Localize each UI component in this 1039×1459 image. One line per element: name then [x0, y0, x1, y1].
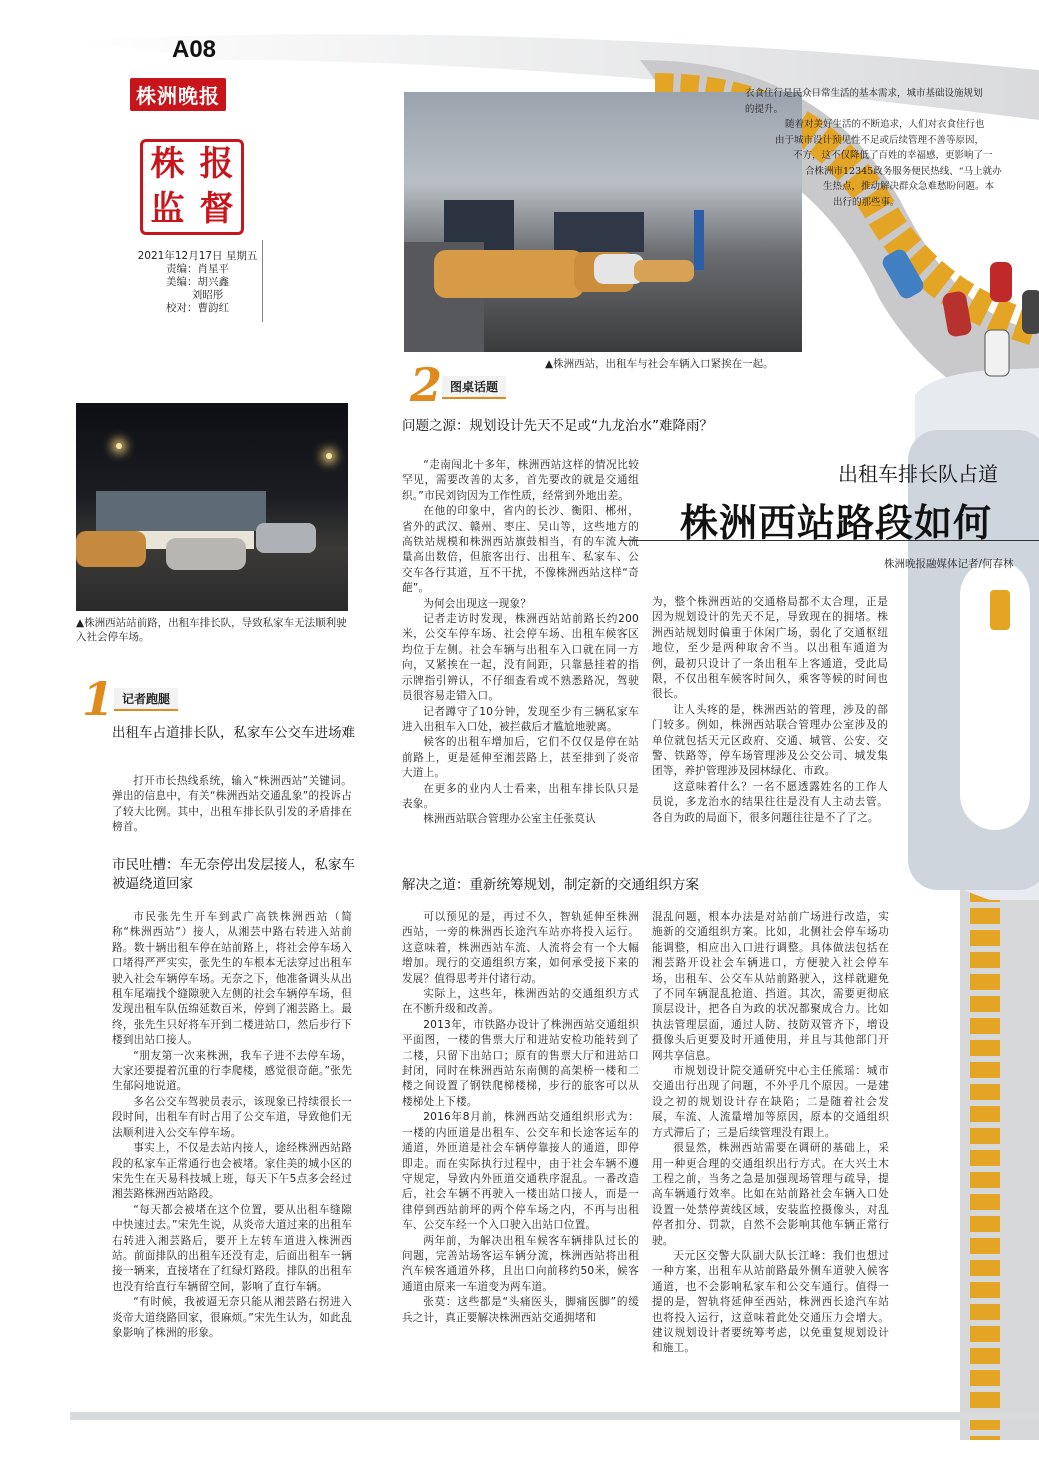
paragraph: “走南闯北十多年，株洲西站这样的情况比较罕见，需要改善的太多，首先要改的就是交通组织。”市民刘钧因为工作性质，经常到外地出差。	[402, 459, 639, 502]
section-3-column-2	[652, 910, 889, 1357]
paragraph: “每天都会被堵在这个位置，要从出租车缝隙中快速过去。”宋先生说，从炎帝大道过来的出租车右转进入湘芸路后，要开上左转车道进入株洲西站。前面排队的出租车还没有走，后面出租车一辆接一辆来，直接堵在了红绿灯路段。排队的出租车也没有给直行车辆留空间，影响了直行车辆。	[112, 1203, 352, 1293]
paragraph: 市规划设计院交通研究中心主任熊瑶：城市交通出行出现了问题，不外乎几个原因。一是建设之初的规划设计存在缺陷；二是随着社会发展，车流、人流量增加等原因，原本的交通组织方式滞后了；三是后续管理没有跟上。	[652, 1065, 889, 1139]
section-2-column-2	[652, 595, 888, 826]
paragraph: 记者蹲守了10分钟，发现至少有三辆私家车进入出租车入口处，被拦截后才尴尬地驶离。	[402, 705, 639, 733]
photo-taxi-entrance	[404, 92, 802, 352]
section-2-number: 2	[410, 358, 443, 412]
paragraph: 让人头疼的是，株洲西站的管理，涉及的部门较多。例如，株洲西站联合管理办公室涉及的单位就包括天元区政府、交通、城管、公安、交警、铁路等，停车场管理涉及公交公司、城发集团等，养护管理涉及园林绿化、市政。	[652, 703, 888, 778]
seal-char: 报	[199, 144, 234, 184]
paragraph: 为何会出现这一现象？	[423, 597, 532, 610]
photo-taxi-queue-night	[76, 403, 348, 611]
byline: 株洲晚报融媒体记者/何春林	[884, 558, 1014, 570]
section-2-tag: 图桌话题	[442, 376, 506, 399]
intro-line: 的提升。	[745, 103, 784, 115]
headline: 株洲西站路段如何	[680, 501, 993, 545]
photo-top-caption: ▲株洲西站，出租车与社会车辆入口紧挨在一起。	[545, 358, 774, 370]
paragraph: 这意味着什么？一名不愿透露姓名的工作人员说，多龙治水的结果往往是没有人主动去管。各自为政的局面下，很多问题往往是不了了之。	[652, 780, 888, 824]
paragraph: 天元区交警大队副大队长江峰：我们也想过一种方案，出租车从站前路最外侧车道驶入候客通道，也不会影响私家车和公交车通行。值得一提的是，智轨将延伸至西站，株洲西长途汽车站也将投入运行，这意味着此处交通压力会增大。建议规划设计者要统筹考虑，以免重复规划设计和施工。	[652, 1249, 889, 1355]
paragraph: 事实上，不仅是去站内接人，途经株洲西站路段的私家车正常通行也会被堵。家住美的城小区的宋先生在天易科技城上班，每天下午5点多会经过湘芸路株洲西站路段。	[112, 1142, 352, 1201]
intro-line: 衣食住行是民众日常生活的基本需求，城市基础设施规划	[745, 88, 983, 99]
issue-date: 2021年12月17日 星期五	[137, 250, 258, 262]
paragraph: 两年前，为解决出租车候客车辆排队过长的问题，完善站场客运车辆分流，株洲西站将出租汽车候客通道外移，且出口向前移约50米，候客通道由原来一车道变为两车道。	[402, 1234, 639, 1293]
newspaper-brand-logo: 株洲晚报	[130, 78, 226, 111]
intro-text	[745, 86, 1002, 210]
seal-char: 督	[199, 189, 234, 229]
intro-line: 由于城市设计预见性不足或后续管理不善等原因，	[775, 134, 985, 146]
intro-line: 合株洲市12345政务服务便民热线、“马上就办	[805, 165, 1002, 177]
intro-line: 出行的那些事。	[833, 196, 900, 208]
proof-credit: 校对：曹韵红	[166, 302, 229, 314]
designer-credit: 美编：胡兴鑫	[166, 276, 229, 288]
page-number: A08	[172, 36, 217, 63]
paragraph: 可以预见的是，再过不久，智轨延伸至株洲西站，一旁的株洲西长途汽车站亦将投入运行。这意味着，株洲西站车流、人流将会有一个大幅增加。现行的交通组织方案，如何承受接下来的发展？值得思考并付诸行动。	[402, 911, 639, 985]
section-3-heading: 解决之道：重新统筹规划，制定新的交通组织方案	[402, 877, 699, 893]
designer-credit-2: 刘昭彤	[191, 289, 224, 301]
headline-rule	[620, 540, 1039, 541]
seal-char: 监	[150, 189, 185, 229]
section-1-body	[112, 910, 352, 1341]
paragraph: 为，整个株洲西站的交通格局都不太合理，正是因为规划设计的先天不足，导致现在的拥堵。株洲西站规划时偏重于休闲广场，弱化了交通枢纽地位，至少是两种取舍不当。以出租车通道为例，最初只设计了一条出租车上客通道，受此局限，不仅出租车候客时间久，乘客等候的时间也很长。	[652, 596, 888, 701]
paragraph: 候客的出租车增加后，它们不仅仅是停在站前路上，更是延伸至湘芸路上，甚至排到了炎帝大道上。	[402, 736, 639, 780]
column-seal-logo	[140, 139, 244, 235]
paragraph: 打开市长热线系统，输入“株洲西站”关键词。弹出的信息中，有关“株洲西站交通乱象”的投诉占了较大比例。其中，出租车排长队引发的矛盾排在榜首。	[112, 775, 352, 834]
paragraph: 株洲西站联合管理办公室主任张莫认	[423, 813, 596, 826]
paragraph: 记者走访时发现，株洲西站站前路长约200米，公交车停车场、社会停车场、出租车候客区均位于左侧。社会车辆与出租车入口就在同一方向，又紧挨在一起，没有间距，只靠悬挂着的指示牌指引辨认，不仔细查看或不熟悉路况，驾驶员很容易走错入口。	[402, 613, 639, 703]
paragraph: 市民张先生开车到武广高铁株洲西站（简称“株洲西站”）接人，从湘芸中路右转进入站前路。数十辆出租车停在站前路上，将社会停车场入口堵得严严实实，张先生的车根本无法穿过出租车驶入社会车辆停车场。无奈之下，他准备调头从出租车尾端找个缝隙驶入左侧的社会车辆停车场，但发现出租车队伍绵延数百米，停到了湘芸路上。最终，张先生只好将车开到二楼进站口，然后步行下楼到出站口接人。	[112, 911, 352, 1047]
intro-line: 不方，这不仅降低了百姓的幸福感，更影响了一	[793, 150, 993, 161]
paragraph: 张莫：这些都是“头痛医头，脚痛医脚”的缓兵之计，真正要解决株洲西站交通拥堵和	[402, 1296, 639, 1324]
section-1-number: 1	[82, 672, 115, 726]
intro-line: 生热点，推动解决群众急难愁盼问题。本	[823, 181, 995, 192]
masthead-divider	[262, 240, 263, 322]
section-2-heading: 问题之源：规划设计先天不足或“九龙治水”难降雨？	[402, 418, 713, 434]
headline-kicker: 出租车排长队占道	[838, 462, 998, 486]
section-2-column-1	[402, 458, 639, 828]
paragraph: 混乱问题，根本办法是对站前广场进行改造，实施新的交通组织方案。比如，北侧社会停车场功能调整，相应出入口进行调整。具体做法包括在湘芸路开设社会车辆进口，方便驶入社会停车场，出租车、公交车从站前路驶入，这样就避免了不同车辆混乱抢道、挡道。其次，需要更彻底顶层设计，把各自为政的状况都聚成合力。比如执法管理层面，通过人防、技防双管齐下，增设摄像头后更要及时开通使用，并且与其他部门开网共享信息。	[652, 911, 889, 1062]
photo-left-caption: ▲株洲西站站前路，出租车排长队，导致私家车无法顺利驶入社会停车场。	[76, 617, 347, 643]
paragraph: 多名公交车驾驶员表示，该现象已持续很长一段时间，出租车有时占用了公交车道，导致他们无法顺利进入公交车停车场。	[112, 1095, 352, 1139]
paragraph: 很显然，株洲西站需要在调研的基础上，采用一种更合理的交通组织出行方式。在大兴土木工程之前，当务之急是加强现场管理与疏导，提高车辆通行效率。比如在站前路社会车辆入口处设置一处禁停黄线区域，安装监控摄像头，对乱停者扣分、罚款，自然不会影响其他车辆正常行驶。	[652, 1142, 889, 1247]
paragraph: 2016年8月前，株洲西站交通组织形式为：一楼的内匝道是出租车、公交车和长途客运车的通道，外匝道是社会车辆停靠接人的通道，即停即走。而在实际执行过程中，由于社会车辆不遵守规定，导致内外匝道交通秩序混乱。一番改造后，社会车辆不再驶入一楼出站口接人，而是一律停到西站前坪的两个停车场之内，不再与出租车、公交车经一个入口驶入出站口位置。	[402, 1111, 639, 1232]
intro-line: 随着对美好生活的不断追求，人们对衣食住行也	[785, 119, 985, 130]
paragraph: 在他的印象中，省内的长沙、衡阳、郴州，省外的武汉、赣州、枣庄、吴山等，这些地方的高铁站规模和株洲西站旗鼓相当，有的车流人流量高出数倍，但旅客出行、出租车、私家车、公交车各行其道，互不干扰，不像株洲西站这样“奇葩”。	[402, 505, 639, 595]
paragraph: 2013年，市铁路办设计了株洲西站交通组织平面图，一楼的售票大厅和进站安检功能转到了二楼，只留下出站口；原有的售票大厅和进站口封闭，同时在株洲西站东南侧的高架桥一楼和二楼之间设置了钢铁爬梯楼梯，步行的旅客可以从楼梯处上下楼。	[402, 1018, 639, 1108]
seal-char: 株	[150, 144, 185, 184]
section-1-tag: 记者跑腿	[114, 688, 178, 711]
paragraph: “有时候，我被逼无奈只能从湘芸路右拐进入炎帝大道绕路回家，很麻烦。”宋先生认为，如此乱象影响了株洲的形象。	[112, 1296, 352, 1339]
section-1-subheading: 市民吐槽：车无奈停出发层接人，私家车被逼绕道回家	[112, 857, 355, 892]
section-1-heading: 出租车占道排长队，私家车公交车进场难	[112, 725, 355, 741]
paragraph: 在更多的业内人士看来，出租车排长队只是表象。	[402, 782, 639, 810]
section-1-intro	[112, 774, 352, 836]
editor-credit: 责编：肖星平	[166, 263, 229, 275]
section-3-column-1	[402, 910, 639, 1326]
issue-meta	[135, 250, 260, 315]
paragraph: 实际上，这些年，株洲西站的交通组织方式在不断升级和改善。	[402, 988, 639, 1016]
paragraph: “朋友第一次来株洲，我车子进不去停车场，大家还要提着沉重的行李爬楼，感觉很奇葩。”张先生郁闷地说道。	[112, 1049, 352, 1093]
